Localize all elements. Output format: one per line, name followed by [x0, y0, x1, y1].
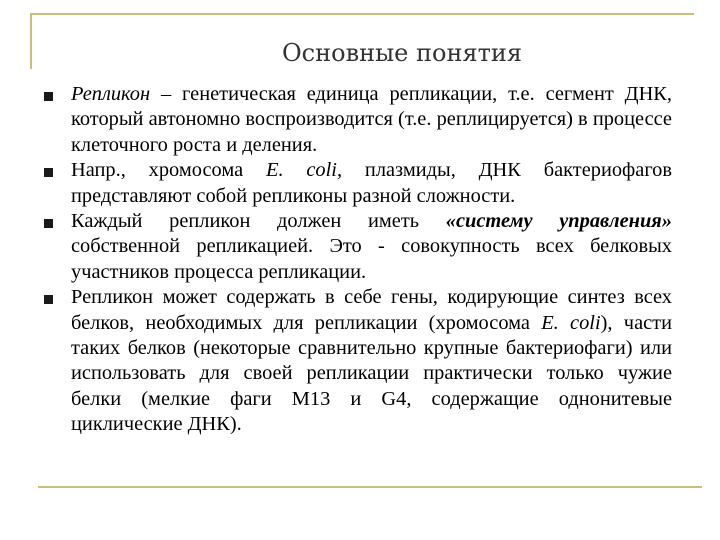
slide-content — [44, 82, 672, 438]
frame-top-line — [30, 13, 694, 15]
bullet-point-1 — [44, 82, 672, 158]
square-bullet-icon — [44, 295, 53, 304]
bullet-point-3 — [44, 209, 672, 285]
frame-bottom-line — [38, 486, 702, 488]
point-prefix: Напр., хромосома — [71, 159, 266, 182]
square-bullet-icon — [44, 219, 53, 228]
species-name: E. coli — [541, 311, 601, 334]
point-prefix: Каждый репликон должен иметь — [71, 210, 446, 233]
square-bullet-icon — [44, 92, 53, 101]
term-replicon: Репликон — [71, 83, 151, 105]
bullet-list — [44, 82, 672, 438]
point-text: собственной репликацией. Это - совокупность всех белковых участников процесса репликации. — [71, 235, 672, 283]
emphasis-control-system: «систему управления» — [445, 210, 673, 233]
bullet-point-4 — [44, 285, 672, 437]
point-text: ), части таких белков (некоторые сравнительно крупные бактериофаги) или использовать для своей репликации практически только чужие белки (мелкие фаги М13 и G4, содержащие однонитевые циклические ДНК). — [71, 311, 672, 436]
point-text: плазмиды, ДНК бактериофагов представляют собой репликоны разной сложности. — [71, 159, 672, 207]
square-bullet-icon — [44, 168, 53, 177]
point-prefix: Репликон может содержать в себе гены, кодирующие синтез всех белков, необходимых для репликации (хромосома — [71, 286, 672, 334]
species-name: E. coli, — [265, 159, 343, 182]
slide-title: Основные понятия — [282, 39, 522, 67]
point-text: – генетическая единица репликации, т.е. сегмент ДНК, который автономно воспроизводится (т.е. реплицируется) в процессе клеточного роста и деления. — [71, 83, 672, 156]
bullet-point-2 — [44, 158, 672, 209]
